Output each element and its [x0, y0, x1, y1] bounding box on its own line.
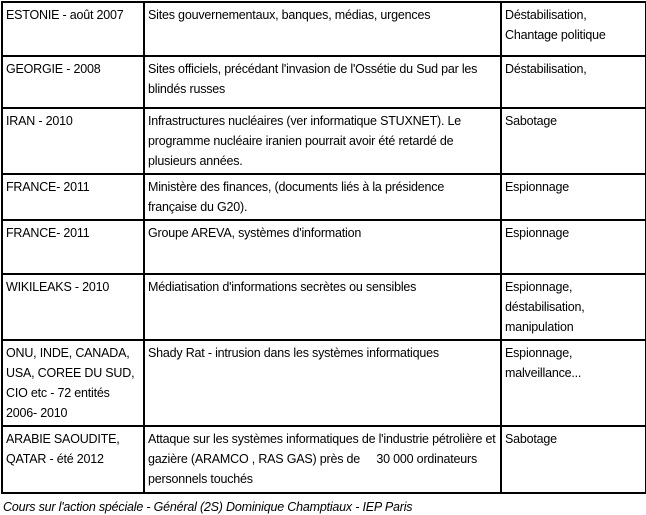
type-cell: Déstabilisation, Chantage politique	[501, 2, 646, 56]
event-cell: IRAN - 2010	[2, 108, 144, 174]
event-cell: FRANCE- 2011	[2, 220, 144, 274]
description-cell: Sites officiels, précédant l'invasion de l'Ossétie du Sud par les blindés russes	[144, 56, 501, 108]
table-row	[2, 108, 646, 174]
description-cell: Shady Rat - intrusion dans les systèmes informatiques	[144, 340, 501, 426]
event-cell: FRANCE- 2011	[2, 174, 144, 220]
table-row	[2, 220, 646, 274]
type-cell: Sabotage	[501, 108, 646, 174]
event-cell: ARABIE SAOUDITE, QATAR - été 2012	[2, 426, 144, 493]
type-cell: Sabotage	[501, 426, 646, 493]
description-cell: Médiatisation d'informations secrètes ou sensibles	[144, 274, 501, 340]
description-cell: Attaque sur les systèmes informatiques de l'industrie pétrolière et gazière (ARAMCO , RAS GAS) près de 30 000 ordinateurs personnels touchés	[144, 426, 501, 493]
description-cell: Infrastructures nucléaires (ver informatique STUXNET). Le programme nucléaire iranien pourrait avoir été retardé de plusieurs années.	[144, 108, 501, 174]
event-cell: ONU, INDE, CANADA, USA, COREE DU SUD, CIO etc - 72 entités 2006- 2010	[2, 340, 144, 426]
cyberattacks-table	[1, 1, 646, 494]
table-row	[2, 340, 646, 426]
description-cell: Sites gouvernementaux, banques, médias, urgences	[144, 2, 501, 56]
table-row	[2, 174, 646, 220]
table-row	[2, 274, 646, 340]
table-row	[2, 2, 646, 56]
event-cell: WIKILEAKS - 2010	[2, 274, 144, 340]
type-cell: Espionnage	[501, 220, 646, 274]
table-row	[2, 56, 646, 108]
type-cell: Déstabilisation,	[501, 56, 646, 108]
event-cell: ESTONIE - août 2007	[2, 2, 144, 56]
event-cell: GEORGIE - 2008	[2, 56, 144, 108]
type-cell: Espionnage, déstabilisation, manipulation	[501, 274, 646, 340]
footer-caption: Cours sur l'action spéciale - Général (2S) Dominique Champtiaux - IEP Paris	[3, 500, 413, 514]
type-cell: Espionnage, malveillance...	[501, 340, 646, 426]
description-cell: Groupe AREVA, systèmes d'information	[144, 220, 501, 274]
type-cell: Espionnage	[501, 174, 646, 220]
table-row	[2, 426, 646, 493]
description-cell: Ministère des finances, (documents liés à la présidence française du G20).	[144, 174, 501, 220]
